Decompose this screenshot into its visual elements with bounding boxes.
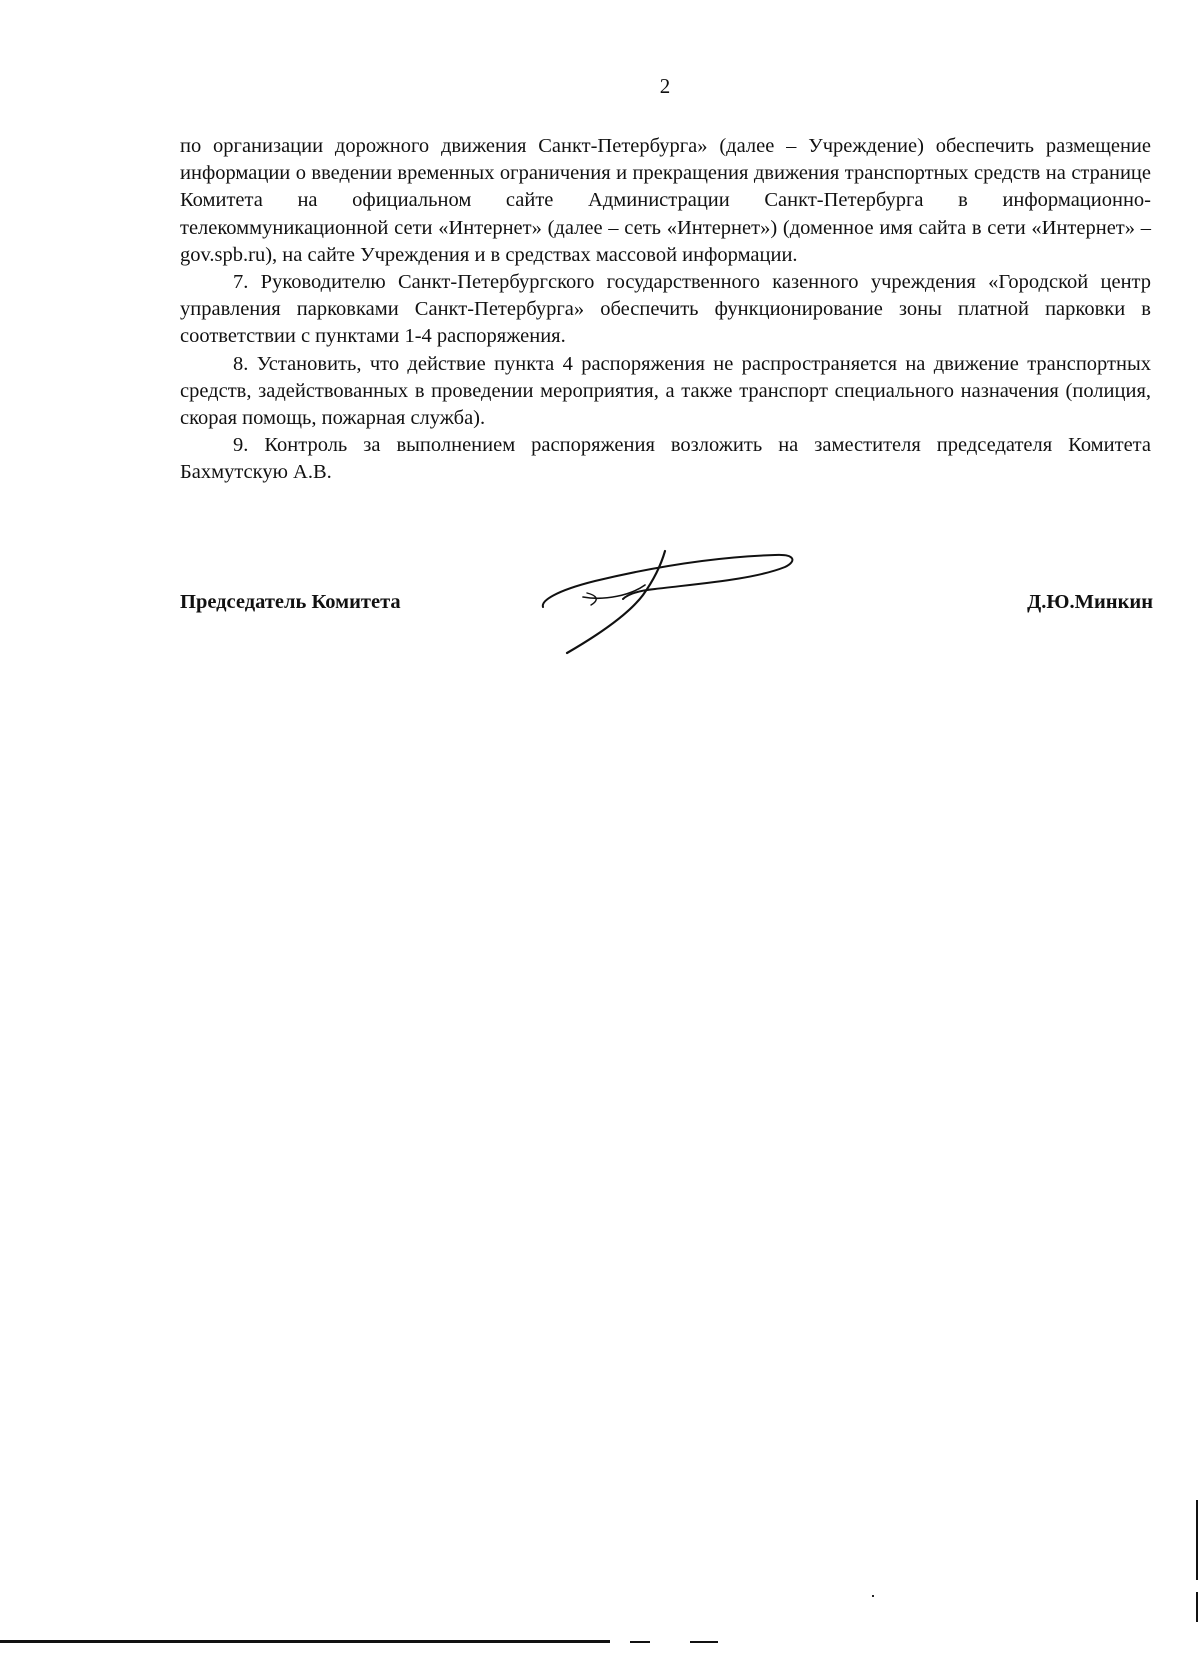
scan-edge-line: [1196, 1500, 1198, 1580]
scan-edge-line: [0, 1640, 610, 1643]
signatory-name: Д.Ю.Минкин: [1027, 591, 1153, 613]
scan-speck: [872, 1595, 874, 1597]
signatory-title: Председатель Комитета: [180, 591, 401, 613]
paragraph-continuation: по организации дорожного движения Санкт-Петербурга» (далее – Учреждение) обеспечить размещение информации о введении временных ограничения и прекращения движения транспортных средств на странице Комитета на официальном сайте Администрации Санкт-Петербурга в информационно-телекоммуникационной сети «Интернет» (далее – сеть «Интернет») (доменное имя сайта в сети «Интернет» – gov.spb.ru), на сайте Учреждения и в средствах массовой информации.: [180, 135, 1151, 266]
paragraph-item-8: 8. Установить, что действие пункта 4 распоряжения не распространяется на движение транспортных средств, задействованных в проведении мероприятия, а также транспорт специального назначения (полиция, скорая помощь, пожарная служба).: [180, 352, 1151, 430]
page-number: 2: [659, 74, 671, 98]
document-body: [180, 133, 1151, 487]
paragraph-item-7: 7. Руководителю Санкт-Петербургского государственного казенного учреждения «Городской центр управления парковками Санкт-Петербурга» обеспечить функционирование зоны платной парковки в соответствии с пунктами 1-4 распоряжения.: [180, 271, 1151, 348]
scan-edge-line: [1196, 1592, 1198, 1622]
scan-edge-line: [690, 1641, 718, 1643]
scan-edge-line: [630, 1641, 650, 1643]
paragraph-item-9: 9. Контроль за выполнением распоряжения возложить на заместителя председателя Комитета Бахмутскую А.В.: [180, 434, 1151, 484]
handwritten-signature-icon: [535, 545, 805, 665]
